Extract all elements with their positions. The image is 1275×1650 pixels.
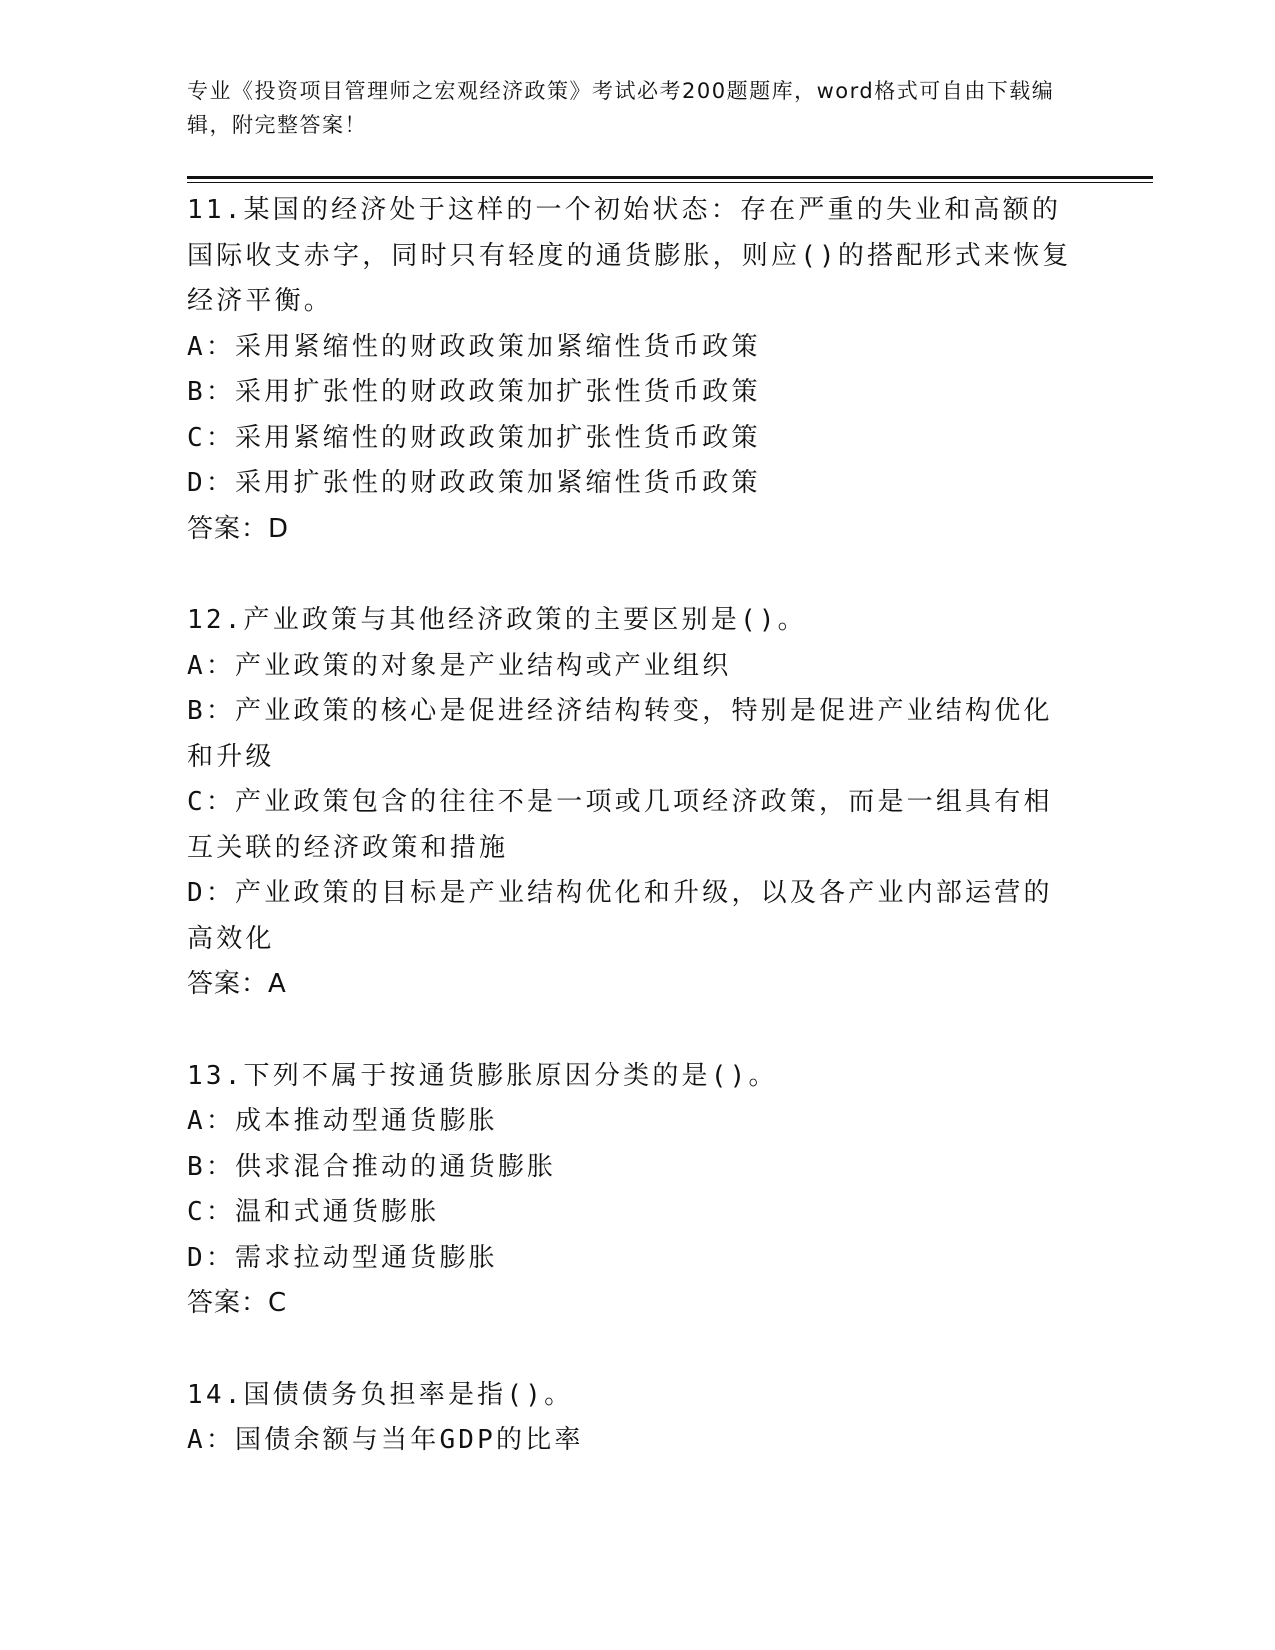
option-d: D：采用扩张性的财政政策加紧缩性货币政策 [187, 468, 761, 498]
question-stem: 13.下列不属于按通货膨胀原因分类的是()。 [187, 1060, 778, 1091]
option-a: A：产业政策的对象是产业结构或产业组织 [187, 650, 732, 681]
option-b: B：采用扩张性的财政政策加扩张性货币政策 [187, 377, 761, 407]
question-stem: 11.某国的经济处于这样的一个初始状态：存在严重的失业和高额的国际收支赤字，同时只有轻度的通货膨胀，则应()的搭配形式来恢复经济平衡。 [187, 195, 1072, 316]
answer: 答案：A [187, 969, 287, 999]
question-13 [187, 1054, 1077, 1327]
answer: 答案：D [187, 513, 290, 544]
option-c: C：温和式通货膨胀 [187, 1197, 440, 1227]
answer: 答案：C [187, 1288, 288, 1318]
question-12 [187, 598, 1077, 1008]
header-rule-thick [187, 176, 1153, 179]
option-b: B：产业政策的核心是促进经济结构转变，特别是促进产业结构优化和升级 [187, 696, 1053, 772]
question-stem: 14.国债债务负担率是指()。 [187, 1379, 574, 1410]
header-rule-thin [187, 182, 1153, 183]
question-list [187, 188, 1077, 1510]
question-stem: 12.产业政策与其他经济政策的主要区别是()。 [187, 605, 807, 635]
option-a: A：采用紧缩性的财政政策加紧缩性货币政策 [187, 331, 761, 362]
question-14 [187, 1373, 1077, 1464]
option-d: D：产业政策的目标是产业结构优化和升级，以及各产业内部运营的高效化 [187, 878, 1053, 954]
option-a: A：成本推动型通货膨胀 [187, 1106, 498, 1136]
option-c: C：采用紧缩性的财政政策加扩张性货币政策 [187, 422, 761, 453]
option-a: A：国债余额与当年GDP的比率 [187, 1425, 584, 1455]
document-header: 专业《投资项目管理师之宏观经济政策》考试必考200题题库，word格式可自由下载编辑，附完整答案！ [187, 79, 1055, 137]
question-11 [187, 188, 1077, 552]
option-b: B：供求混合推动的通货膨胀 [187, 1151, 557, 1182]
option-d: D：需求拉动型通货膨胀 [187, 1242, 498, 1273]
option-c: C：产业政策包含的往往不是一项或几项经济政策，而是一组具有相互关联的经济政策和措施 [187, 787, 1053, 863]
